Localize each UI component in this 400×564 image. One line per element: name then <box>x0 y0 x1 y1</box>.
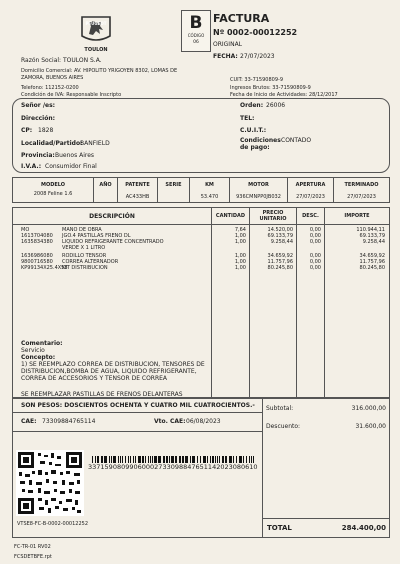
items-header-precio: PRECIO <box>262 210 284 216</box>
row-precio: 69.133,79 <box>267 233 293 239</box>
original-label: ORIGINAL <box>213 41 243 48</box>
barcode-number: 33715908099060002733098847651142023080610 <box>88 463 258 471</box>
doc-letter-box <box>181 10 211 52</box>
vto-cae-label: Vto. CAE: <box>154 418 186 425</box>
vehicle-header-serie: SERIE <box>165 182 182 188</box>
condicion-iva: Condición de IVA: Responsable Inscripto <box>21 92 122 98</box>
row-desc: 0,00 <box>309 253 321 259</box>
condiciones-value: CONTADO <box>281 137 312 144</box>
senor-label: Señor /es: <box>21 102 56 109</box>
cuit-label: C.U.I.T.: <box>240 127 267 134</box>
items-header-descripcion: DESCRIPCIÓN <box>89 213 135 220</box>
tel-label: TEL: <box>240 115 255 122</box>
vehicle-patente: AC433HB <box>125 194 150 200</box>
row-importe: 34.659,92 <box>359 253 385 259</box>
row-cantidad: 7,64 <box>234 227 246 233</box>
row-desc: 0,00 <box>309 259 321 265</box>
direccion-label: Dirección: <box>21 115 56 122</box>
row-cantidad: 1,00 <box>234 239 246 245</box>
domicilio-line-1: Domicilio Comercial: AV. HIPOLITO YRIGOYEN 8302, LOMAS DE <box>21 68 178 74</box>
cae-label: CAE: <box>21 418 37 425</box>
condiciones-label: Condiciones <box>240 137 281 144</box>
form-code-1: FC-TR-01 RV02 <box>14 544 51 550</box>
row-importe: 9.258,44 <box>362 239 385 245</box>
row-description: VERDE X 1 LITRO <box>62 245 106 251</box>
comentario-label: Comentario: <box>21 340 63 347</box>
peugeot-logo <box>78 14 114 44</box>
vehicle-header-patente: PATENTE <box>125 182 150 188</box>
row-importe: 110.944,11 <box>356 227 385 233</box>
row-precio: 14.520,00 <box>267 227 293 233</box>
localidad-label: Localidad/Partido: <box>21 140 83 147</box>
doc-letter: B <box>189 13 203 33</box>
vehicle-km: 53.470 <box>200 194 219 200</box>
row-cantidad: 1,00 <box>234 233 246 239</box>
vehicle-header-km: KM <box>205 182 214 188</box>
brand-name: PEUGEOT <box>85 21 107 26</box>
customer-box <box>12 98 390 173</box>
ingresos-brutos: Ingresos Brutos: 33-71590809-9 <box>230 85 311 91</box>
concepto-line: DISTRIBUCION,BOMBA DE AGUA, LIQUIDO REFRIGERANTE, <box>21 368 197 375</box>
row-description: LIQUIDO REFRIGERANTE CONCENTRADO <box>62 239 164 245</box>
cae-value: 73309884765114 <box>42 418 96 425</box>
vehicle-apertura: 27/07/2023 <box>296 194 325 200</box>
localidad-value: BANFIELD <box>80 140 110 147</box>
de-pago-label: de pago: <box>240 144 270 151</box>
row-description: JGO.4 PASTILLAS FRENO DL <box>62 233 131 239</box>
items-header-desc: DESC. <box>302 213 319 219</box>
row-code: 1613704080 <box>21 233 53 239</box>
orden-label: Orden: <box>240 102 264 109</box>
row-importe: 80.245,80 <box>359 265 385 271</box>
provincia-value: Buenos Aires <box>55 152 95 159</box>
items-header-cantidad: CANTIDAD <box>215 213 246 219</box>
dealer-name: TOULON <box>84 47 108 53</box>
razon-social: Razón Social: TOULON S.A. <box>21 57 102 64</box>
doc-number: Nº 0002-00012252 <box>213 28 298 37</box>
vehicle-motor: 936CMNPP0JB032 <box>236 194 281 200</box>
lion-emblem-icon <box>78 14 114 44</box>
row-description: CORREA ALTERNADOR <box>62 259 119 265</box>
vehicle-terminado: 27/07/2023 <box>347 194 376 200</box>
total-value: 284.400,00 <box>341 524 386 532</box>
items-header-unitario: UNITARIO <box>259 216 287 222</box>
comentario-value: Servicio <box>21 347 45 354</box>
vehicle-modelo: 2008 Feline 1.6 <box>33 191 73 197</box>
fecha-label: FECHA: <box>213 53 238 60</box>
concepto-label: Concepto: <box>21 354 56 361</box>
row-code: 9800716580 <box>21 259 53 265</box>
doc-type: FACTURA <box>213 12 270 25</box>
iva-value: Consumidor Final <box>45 163 97 170</box>
row-desc: 0,00 <box>309 239 321 245</box>
row-code: 1635834380 <box>21 239 53 245</box>
row-precio: 80.245,80 <box>267 265 293 271</box>
concepto-line: 1) SE REEMPLAZO CORREA DE DISTRIBUCION, TENSORES DE <box>21 361 205 368</box>
form-code-2: FCSDETBFE.rpt <box>14 554 52 560</box>
provincia-label: Provincia: <box>21 152 55 159</box>
fecha-value: 27/07/2023 <box>240 53 275 60</box>
row-desc: 0,00 <box>309 265 321 271</box>
vehicle-header-motor: MOTOR <box>248 182 269 188</box>
subtotal-value: 316.000,00 <box>351 405 386 412</box>
row-cantidad: 1,00 <box>234 253 246 259</box>
row-description: KIT DISTRIBUCION <box>62 265 108 271</box>
row-precio: 34.659,92 <box>267 253 293 259</box>
inicio-actividades: Fecha de Inicio de Actividades: 28/12/2017 <box>230 92 338 98</box>
total-label: TOTAL <box>267 524 292 532</box>
vehicle-header-anio: AÑO <box>99 182 112 188</box>
qr-code <box>16 450 84 516</box>
iva-label: I.V.A.: <box>21 163 42 170</box>
row-cantidad: 1,00 <box>234 259 246 265</box>
row-description: RODILLO TENSOR <box>62 253 107 259</box>
row-precio: 11.757,96 <box>267 259 293 265</box>
items-header-importe: IMPORTE <box>344 213 370 219</box>
domicilio-line-2: ZAMORA, BUENOS AIRES <box>21 75 84 81</box>
cp-value: 1828 <box>38 127 54 134</box>
row-cantidad: 1,00 <box>234 265 246 271</box>
vehicle-header-terminado: TERMINADO <box>344 182 379 188</box>
row-code: MO <box>21 227 30 233</box>
row-description: MANO DE OBRA <box>62 227 102 233</box>
vehicle-header-apertura: APERTURA <box>295 182 326 188</box>
descuento-label: Descuento: <box>266 423 301 430</box>
telefono: Telefono: 112152-0200 <box>21 85 79 91</box>
row-desc: 0,00 <box>309 227 321 233</box>
row-importe: 11.757,96 <box>359 259 385 265</box>
row-importe: 69.133,79 <box>359 233 385 239</box>
row-code: 1636986080 <box>21 253 53 259</box>
row-precio: 9.258,44 <box>270 239 293 245</box>
vtse-code: VTSE8-FC-B-0002-00012252 <box>17 521 88 527</box>
codigo-label: CÓDIGO <box>187 33 205 38</box>
codigo-value: 06 <box>193 40 199 45</box>
concepto-line: CORREA DE ACCESORIOS Y TENSOR DE CORREA <box>21 375 168 382</box>
row-code: KP99134X25.4X58 <box>21 265 68 271</box>
descuento-value: 31.600,00 <box>355 423 386 430</box>
extra-note: SE REEMPLAZAR PASTILLAS DE FRENOS DELANTERAS <box>21 391 183 398</box>
vto-cae-value: 06/08/2023 <box>186 418 221 425</box>
cp-label: CP: <box>21 127 33 134</box>
orden-value: 26006 <box>266 102 286 109</box>
vehicle-header-modelo: MODELO <box>40 182 66 188</box>
row-desc: 0,00 <box>309 233 321 239</box>
subtotal-label: Subtotal: <box>266 405 294 412</box>
cuit-issuer: CUIT: 33-71590809-9 <box>230 77 284 83</box>
son-pesos: SON PESOS: DOSCIENTOS OCHENTA Y CUATRO MIL CUATROCIENTOS.- <box>21 402 255 409</box>
